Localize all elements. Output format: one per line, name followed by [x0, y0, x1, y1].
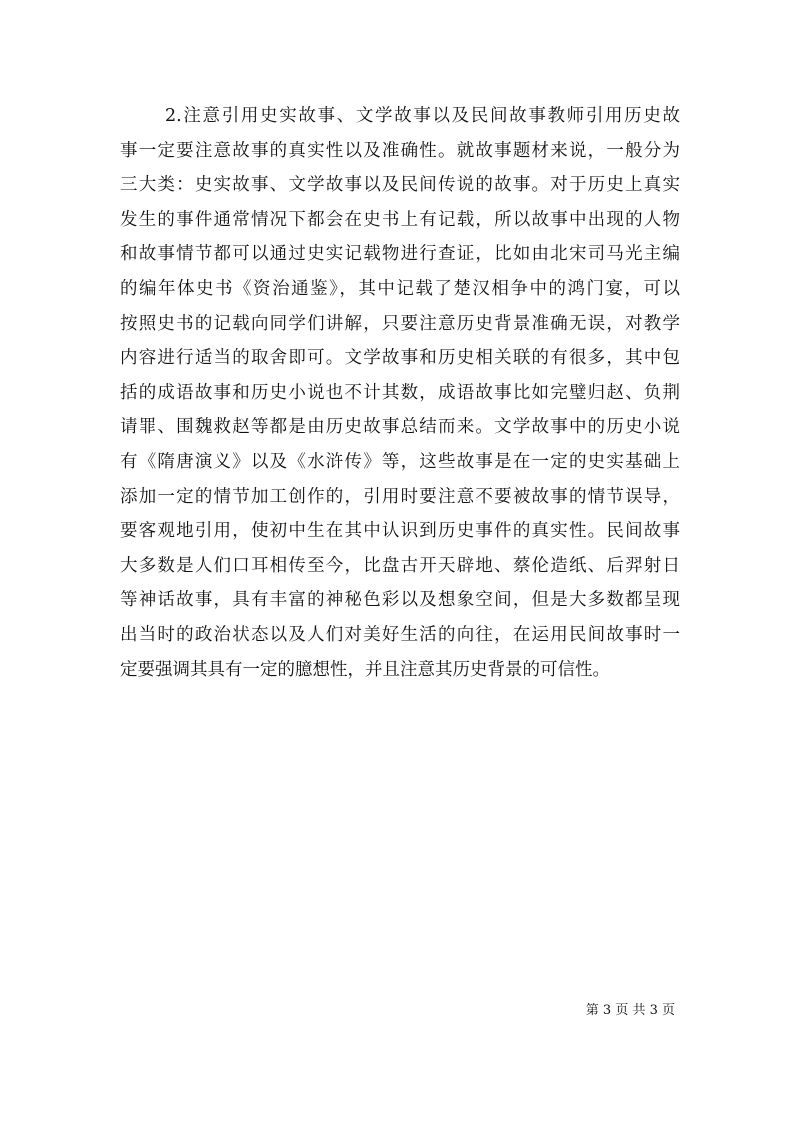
page-number-footer: 第 3 页 共 3 页	[585, 1003, 675, 1018]
body-paragraph	[120, 99, 680, 687]
paragraph-line: 定要强调其具有一定的臆想性，并且注意其历史背景的可信性。	[120, 659, 610, 680]
paragraph-line: 括的成语故事和历史小说也不计其数，成语故事比如完璧归赵、负荆	[120, 382, 680, 403]
paragraph-line: 三大类：史实故事、文学故事以及民间传说的故事。对于历史上真实	[120, 175, 680, 196]
paragraph-line: 事一定要注意故事的真实性以及准确性。就故事题材来说，一般分为	[120, 140, 680, 161]
paragraph-line: 大多数是人们口耳相传至今，比盘古开天辟地、蔡伦造纸、后羿射日	[120, 555, 680, 576]
paragraph-line: 出当时的政治状态以及人们对美好生活的向往，在运用民间故事时一	[120, 624, 680, 645]
paragraph-line: 发生的事件通常情况下都会在史书上有记载，所以故事中出现的人物	[120, 209, 680, 230]
paragraph-line: 要客观地引用，使初中生在其中认识到历史事件的真实性。民间故事	[120, 521, 680, 542]
paragraph-line: 2.注意引用史实故事、文学故事以及民间故事教师引用历史故	[165, 106, 680, 126]
paragraph-line: 有《隋唐演义》以及《水浒传》等，这些故事是在一定的史实基础上	[120, 451, 680, 472]
paragraph-line: 内容进行适当的取舍即可。文学故事和历史相关联的有很多，其中包	[120, 348, 680, 369]
paragraph-line: 添加一定的情节加工创作的，引用时要注意不要被故事的情节误导，	[120, 486, 680, 507]
paragraph-line: 的编年体史书《资治通鉴》，其中记载了楚汉相争中的鸿门宴，可以	[120, 278, 680, 299]
paragraph-line: 请罪、围魏救赵等都是由历史故事总结而来。文学故事中的历史小说	[120, 417, 680, 438]
paragraph-line: 按照史书的记载向同学们讲解，只要注意历史背景准确无误，对教学	[120, 313, 680, 334]
paragraph-line: 和故事情节都可以通过史实记载物进行查证，比如由北宋司马光主编	[120, 244, 680, 265]
paragraph-line: 等神话故事，具有丰富的神秘色彩以及想象空间，但是大多数都呈现	[120, 590, 680, 611]
